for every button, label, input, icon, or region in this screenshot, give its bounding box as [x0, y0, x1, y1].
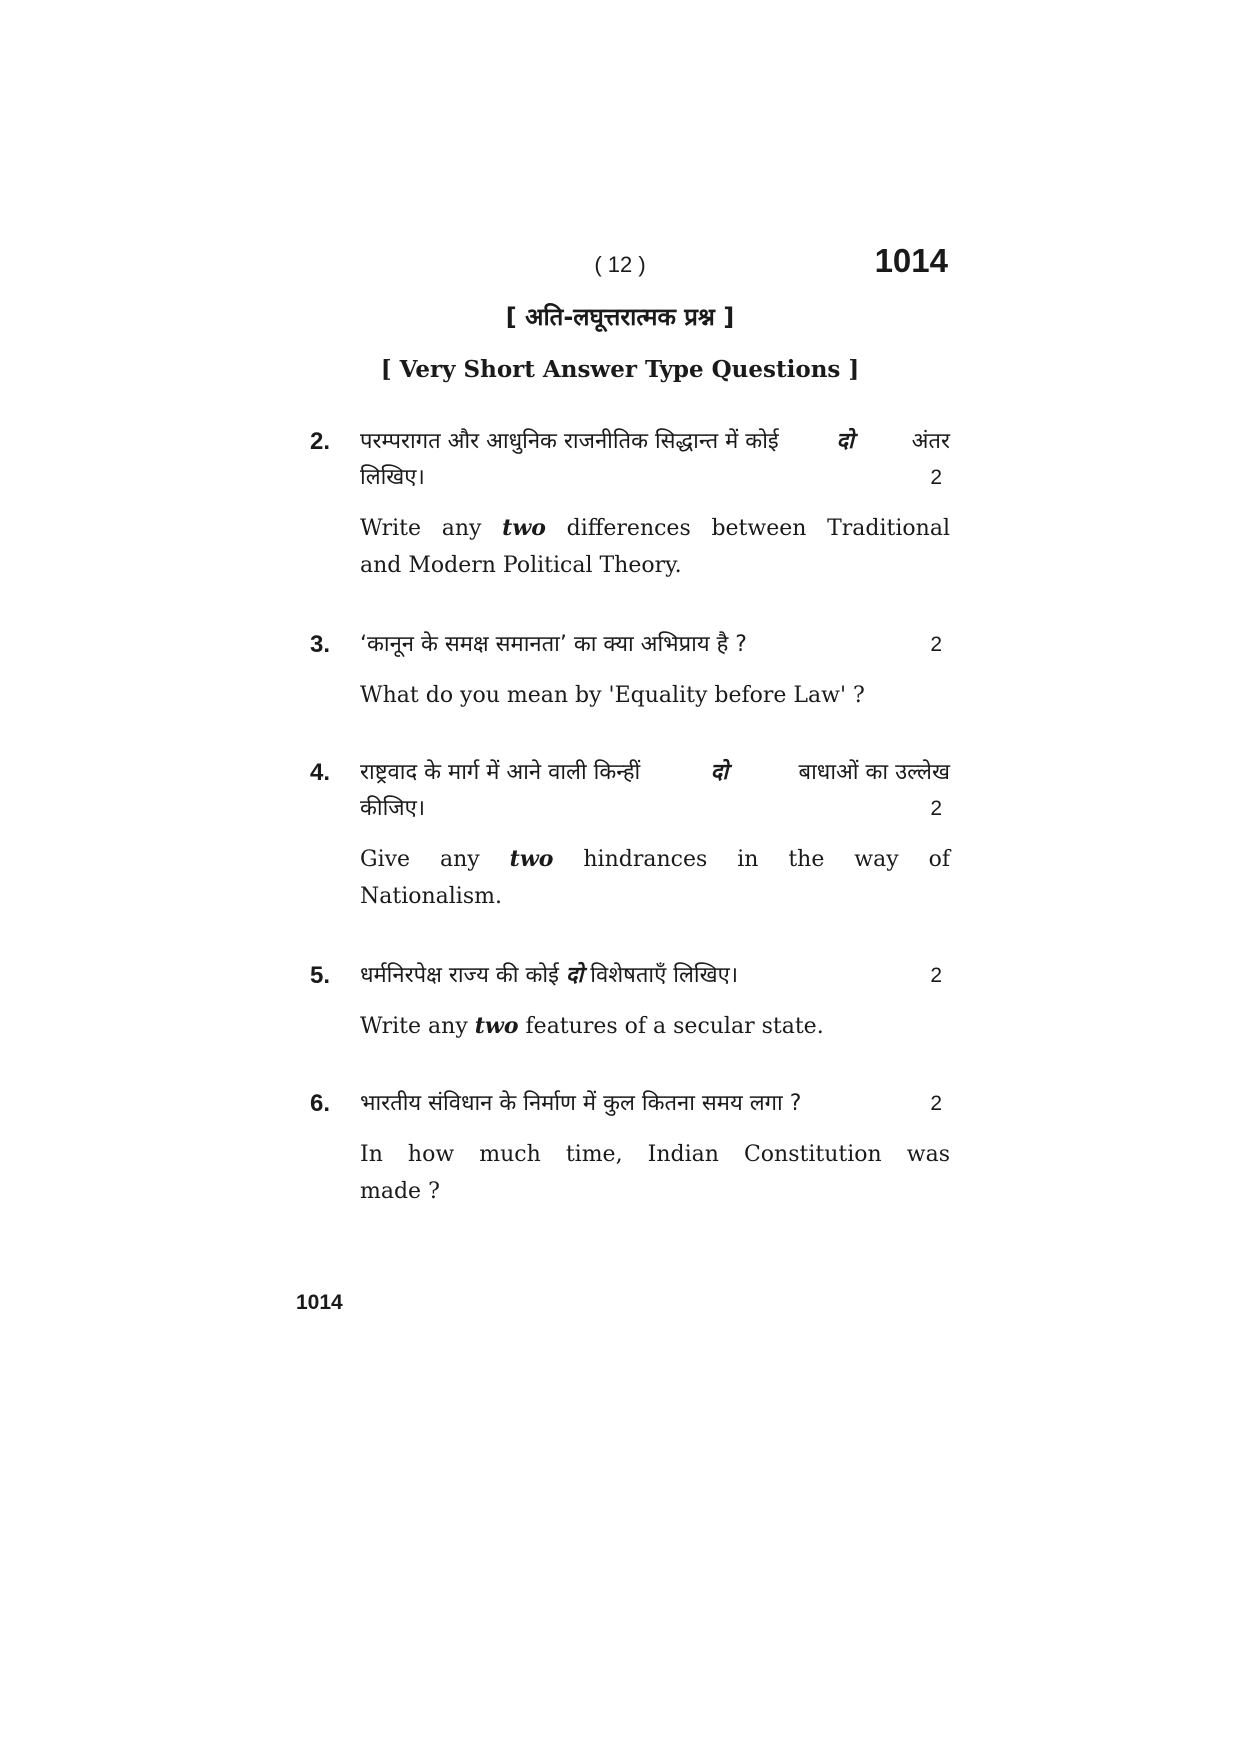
- marks: 2: [930, 466, 942, 489]
- question-text-hindi: राष्ट्रवाद के मार्ग में आने वाली किन्हीं दो बाधाओं का उल्लेख: [360, 755, 950, 791]
- question-number: 2.: [310, 428, 331, 455]
- question-6: [310, 1086, 950, 1210]
- emphasis-two: two: [509, 846, 554, 872]
- question-number: 6.: [310, 1090, 331, 1117]
- emphasis-two: two: [474, 1013, 519, 1039]
- question-text-english: What do you mean by 'Equality before Law' ?: [360, 683, 865, 708]
- question-3: [310, 627, 950, 714]
- question-text-hindi: परम्परागत और आधुनिक राजनीतिक सिद्धान्त में कोई दो अंतर: [360, 424, 950, 460]
- question-text-english: Give any two hindrances in the way of Nationalism.: [360, 846, 950, 909]
- emphasis-do: दो: [710, 760, 729, 785]
- question-number: 5.: [310, 962, 331, 989]
- question-number: 3.: [310, 631, 331, 658]
- emphasis-do: दो: [565, 963, 584, 988]
- question-5: [310, 958, 950, 1045]
- paper-code-top: 1014: [874, 242, 948, 279]
- emphasis-do: दो: [836, 429, 854, 454]
- question-number: 4.: [310, 759, 331, 786]
- marks: 2: [930, 797, 942, 820]
- question-text-english: In how much time, Indian Constitution was made ?: [360, 1142, 950, 1204]
- section-title-hindi: [ अति-लघूत्तरात्मक प्रश्न ]: [505, 303, 735, 331]
- question-text-hindi: भारतीय संविधान के निर्माण में कुल कितना समय लगा ? 2: [360, 1086, 950, 1122]
- marks: 2: [930, 964, 942, 987]
- question-text-english: Write any two features of a secular state.: [360, 1013, 824, 1039]
- question-text-hindi-line2: कीजिए। 2: [360, 791, 950, 827]
- marks: 2: [930, 1092, 942, 1115]
- question-text-hindi: ‘कानून के समक्ष समानता’ का क्या अभिप्राय है ? 2: [360, 627, 950, 663]
- emphasis-two: two: [502, 515, 546, 541]
- question-4: [310, 755, 950, 915]
- question-text-hindi: धर्मनिरपेक्ष राज्य की कोई दो विशेषताएँ लिखिए। 2: [360, 958, 950, 994]
- section-title-english: [ Very Short Answer Type Questions ]: [380, 356, 860, 383]
- question-text-english: Write any two differences between Traditional and Modern Political Theory.: [360, 515, 950, 578]
- paper-code-bottom: 1014: [296, 1291, 343, 1314]
- question-2: [310, 424, 950, 584]
- marks: 2: [930, 633, 942, 656]
- page-number: ( 12 ): [594, 252, 646, 277]
- question-text-hindi-line2: लिखिए। 2: [360, 460, 950, 496]
